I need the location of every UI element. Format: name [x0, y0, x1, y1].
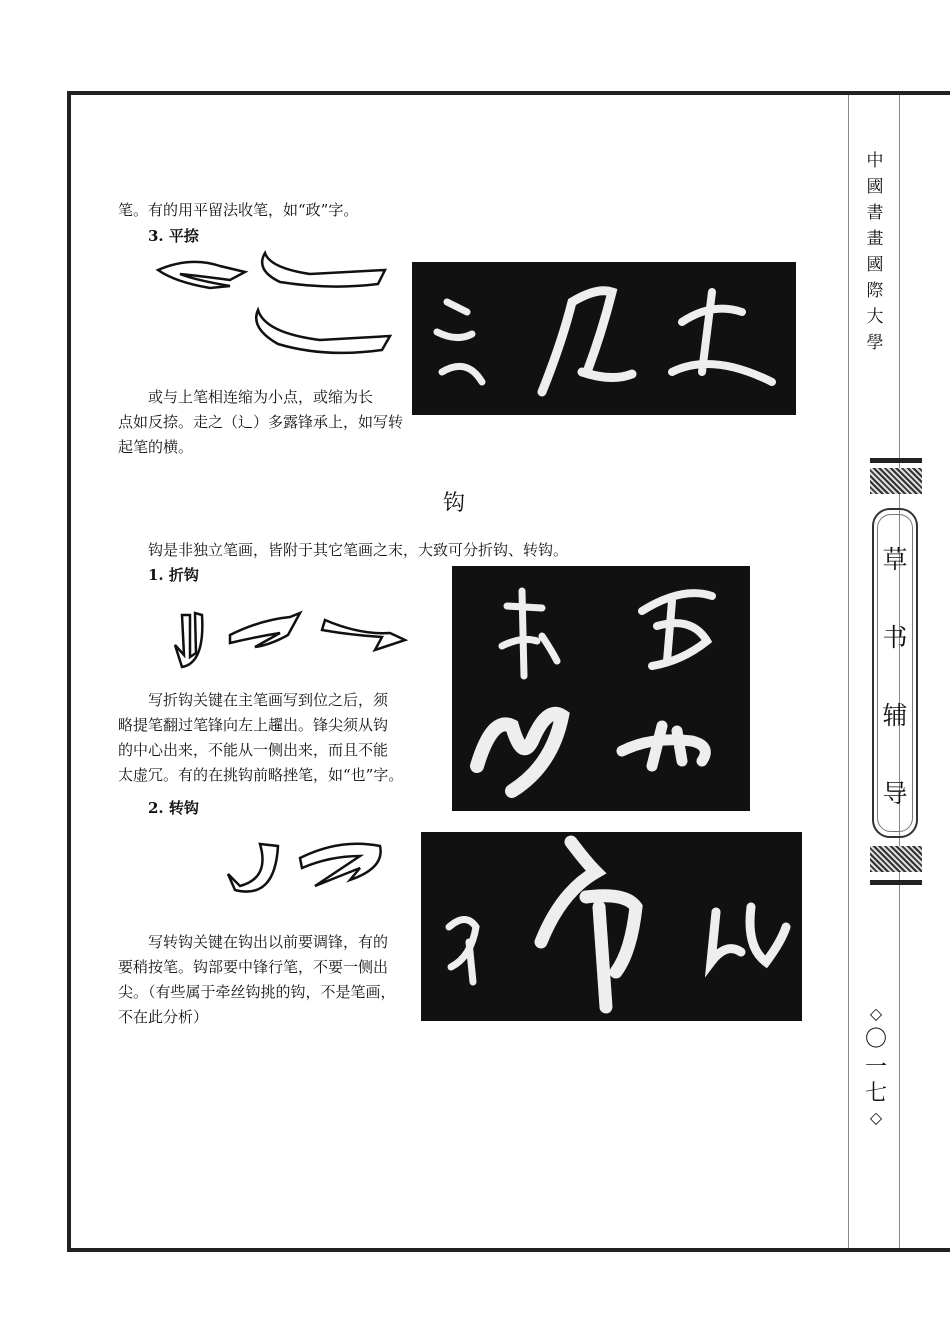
sidebar-title-char: 大 [866, 307, 884, 327]
section-title-zhuangou: 2. 转钩 [148, 799, 199, 817]
body-text: 的中心出来，不能从一侧出来，而且不能 [118, 741, 389, 759]
calligraphy-image-zhegou [452, 566, 750, 811]
decorative-hatch [870, 846, 922, 872]
section-label-char: 辅 [882, 701, 908, 730]
section-title-pingna: 3. 平捺 [148, 227, 199, 245]
section-heading-gou: 钩 [443, 491, 466, 516]
sidebar-title-char: 際 [866, 281, 884, 301]
body-text: 或与上笔相连缩为小点，或缩为长 [148, 388, 374, 406]
decorative-hatch [870, 468, 922, 494]
zhegou-stroke-diagram [160, 605, 410, 675]
sidebar-title-char: 國 [866, 255, 884, 275]
decorative-bar [870, 880, 922, 885]
sidebar-title-char: 畫 [866, 229, 884, 249]
body-text: 钩是非独立笔画，皆附于其它笔画之末，大致可分折钩、转钩。 [148, 541, 569, 559]
body-text: 要稍按笔。钩部要中锋行笔，不要一侧出 [118, 958, 389, 976]
body-text: 尖。（有些属于牵丝钩挑的钩，不是笔画， [118, 983, 396, 1001]
calligraphy-image-zhuangou [421, 832, 802, 1021]
sidebar-title-char: 國 [866, 177, 884, 197]
calligraphy-image-pingna [412, 262, 796, 415]
section-title-zhegou: 1. 折钩 [148, 566, 199, 584]
page-number-diamond: ◇ [869, 1004, 883, 1023]
body-text: 起笔的横。 [118, 438, 194, 456]
body-text: 太虚冗。有的在挑钩前略挫笔，如“也”字。 [118, 766, 404, 784]
section-label-char: 书 [882, 623, 908, 652]
body-text: 笔。有的用平留法收笔，如“政”字。 [118, 201, 359, 219]
divider-line [848, 95, 849, 1248]
section-label-char: 导 [882, 779, 908, 808]
decorative-bar [870, 458, 922, 463]
page-number-diamond: ◇ [869, 1108, 883, 1127]
sidebar-title [865, 148, 885, 356]
page-number-digit: 〇 [864, 1027, 887, 1052]
pingna-stroke-diagram [150, 248, 410, 378]
sidebar-title-char: 書 [866, 203, 884, 223]
body-text: 略提笔翻过笔锋向左上趯出。锋尖须从钩 [118, 716, 389, 734]
body-text: 写转钩关键在钩出以前要调锋，有的 [148, 933, 389, 951]
page-number-digit: 一 [864, 1055, 887, 1080]
zhuangou-stroke-diagram [220, 838, 390, 900]
page-number-digit: 七 [864, 1081, 887, 1106]
section-label-char: 草 [882, 545, 908, 574]
body-text: 不在此分析） [118, 1008, 209, 1026]
body-text: 点如反捺。走之（辶）多露锋承上，如写转 [118, 413, 404, 431]
sidebar-title-char: 學 [866, 333, 884, 353]
body-text: 写折钩关键在主笔画写到位之后，须 [148, 691, 389, 709]
sidebar-title-char: 中 [866, 151, 884, 171]
